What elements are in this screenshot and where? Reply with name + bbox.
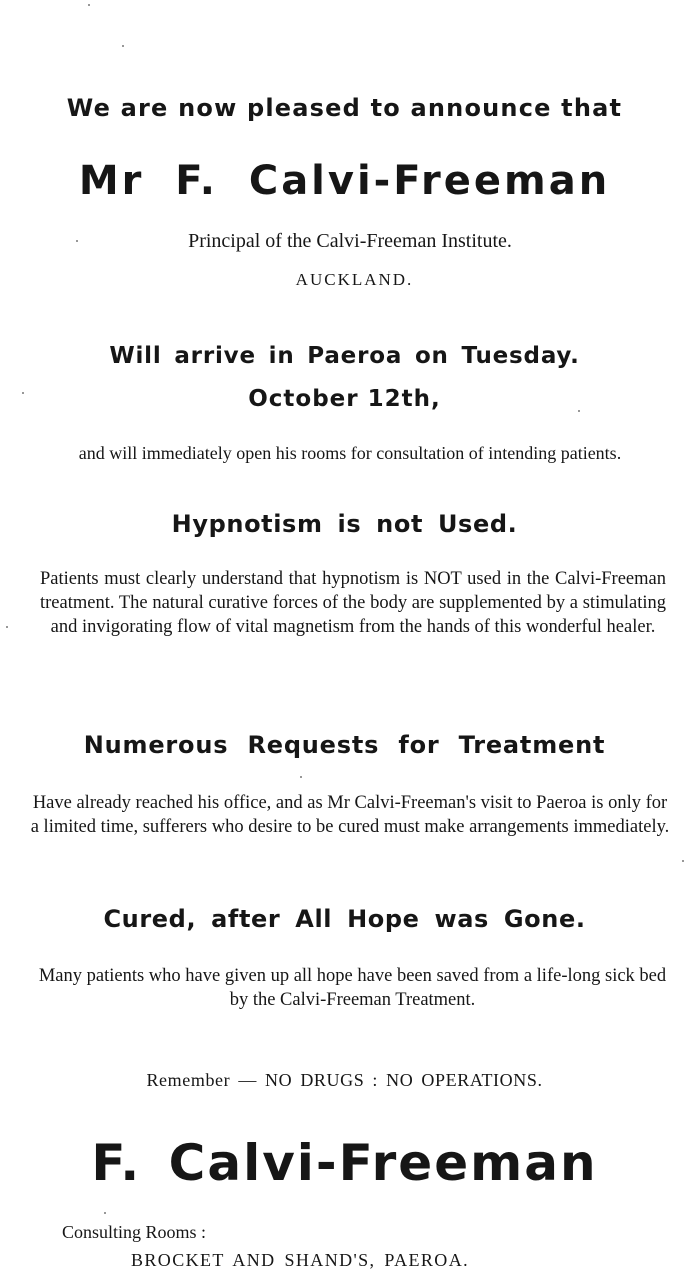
arrival-details: and will immediately open his rooms for consultation of intending patients. <box>78 443 622 463</box>
remember-line: Remember — NO DRUGS : NO OPERATIONS. <box>146 1070 543 1090</box>
requests-heading: Numerous Requests for Treatment <box>83 731 606 759</box>
intro-line: We are now pleased to announce that <box>66 94 623 122</box>
principal-line: Principal of the Calvi-Freeman Institute. <box>188 230 512 252</box>
hypnotism-body: Patients must clearly understand that hypnotism is NOT used in the Calvi-Freeman treatment. The natural curative forces of the body are supplemented by a stimulating and invigorating flow of vital magnetism from the hands of this wonderful healer. <box>40 569 666 637</box>
hypnotism-heading: Hypnotism is not Used. <box>171 510 518 538</box>
arrival-line: Will arrive in Paeroa on Tuesday. <box>109 343 580 369</box>
city-line: AUCKLAND. <box>295 270 414 289</box>
print-speck <box>88 4 90 6</box>
print-speck <box>22 392 24 394</box>
footer-name: F. Calvi-Freeman <box>91 1134 598 1192</box>
arrival-date: October 12th, <box>248 386 441 412</box>
requests-body: Have already reached his office, and as Mr Calvi-Freeman's visit to Paeroa is only for a limited time, sufferers who desire to be cured must make arrangements immediately. <box>30 793 670 837</box>
print-speck <box>104 1212 106 1214</box>
cured-heading: Cured, after All Hope was Gone. <box>103 905 586 933</box>
print-speck <box>76 240 78 242</box>
address-line: BROCKET AND SHAND'S, PAEROA. <box>131 1250 470 1270</box>
consulting-rooms-label: Consulting Rooms : <box>62 1222 207 1242</box>
headline-name: Mr F. Calvi-Freeman <box>78 158 611 204</box>
print-speck <box>578 410 580 412</box>
print-speck <box>6 626 8 628</box>
cured-body: Many patients who have given up all hope have been saved from a life-long sick bed by the Calvi-Freeman Treatment. <box>38 966 667 1010</box>
print-speck <box>122 45 124 47</box>
print-speck <box>682 860 684 862</box>
print-speck <box>300 776 302 778</box>
